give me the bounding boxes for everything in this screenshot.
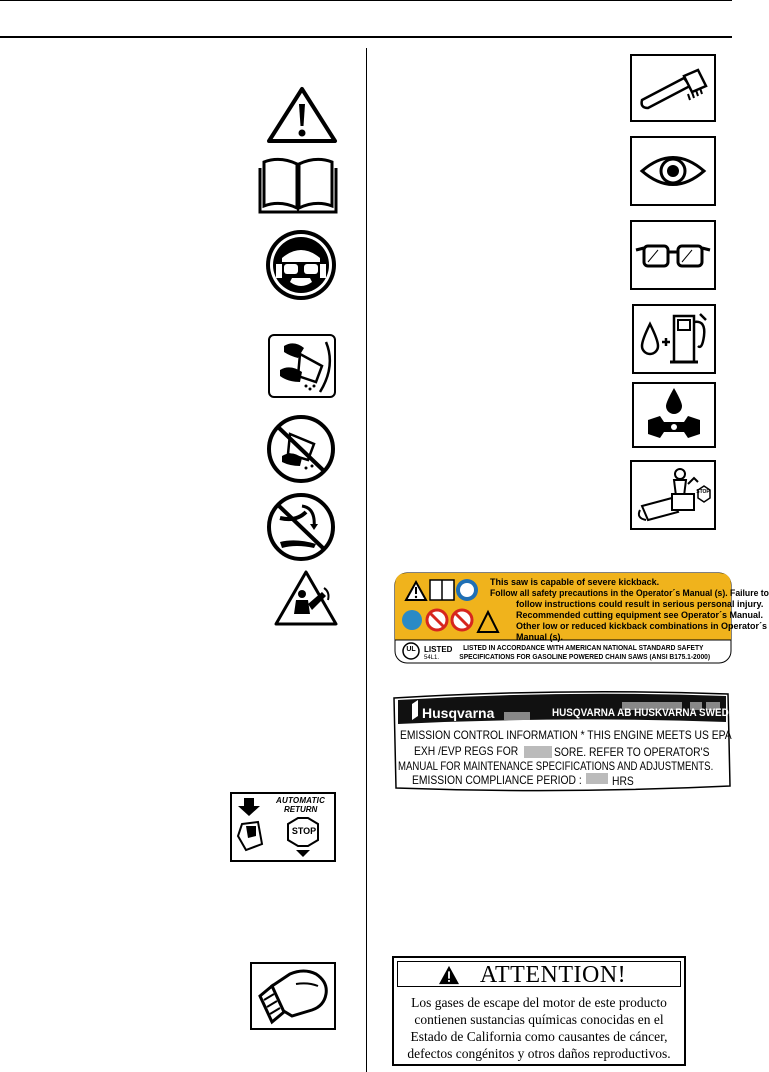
kickback-line: Other low or reduced kickback combinations in Operator´s [516,621,768,631]
eye-icon [630,136,716,206]
no-kickback-tip-contact-icon [266,492,336,562]
kickback-line: follow instructions could result in serious personal injury. [516,599,764,609]
brush-icon [630,54,716,122]
emission-control-label [392,690,743,790]
kickback-footer [446,644,726,662]
return-label: RETURN [284,805,318,814]
header-rule [0,36,732,38]
two-hands-icon [268,334,336,398]
ul-mark: UL [406,646,416,653]
emission-line-2b: SORE. REFER TO OPERATOR'S [554,745,710,759]
kickback-warning-label [394,572,769,664]
listed-text: LISTED [424,645,453,654]
protective-gear-icon [264,228,338,302]
attention-warning-box [392,956,686,1066]
stop-label: STOP [291,826,317,836]
chain-oil-icon [632,382,716,448]
starting-procedure-icon [630,460,716,530]
column-divider [366,48,367,1072]
automatic-label: AUTOMATIC [276,796,326,805]
protective-glove-icon [250,962,336,1030]
emission-line-4a: EMISSION COMPLIANCE PERIOD : [412,773,582,787]
emission-line-2a: EXH /EVP REGS FOR [414,744,519,758]
kickback-line: Manual (s). [516,632,564,642]
kickback-warning-icon [274,570,338,626]
attention-line: Los gases de escape del motor de este producto [411,995,667,1010]
read-manual-icon [258,154,338,216]
top-rule [0,0,732,1]
emission-line-4b: HRS [612,774,634,788]
fuel-mix-icon [632,304,716,374]
attention-line: contienen sustancias químicas conocidas en el [414,1012,664,1027]
attention-line: Estado de California como causantes de cáncer, [410,1029,668,1044]
husqvarna-brand: Husqvarna [422,705,495,721]
warning-triangle-icon [266,86,338,144]
kickback-line: Recommended cutting equipment see Operator´s Manual. [516,610,764,620]
attention-heading [397,961,681,987]
kickback-line: Follow all safety precautions in the Operator´s Manual (s). Failure to [490,588,769,598]
attention-heading-text: ATTENTION! [479,962,627,988]
attention-body [398,994,680,1062]
stop-small-label: STOP [696,489,710,495]
automatic-return-chain-brake-icon [230,792,336,862]
emission-line-1: EMISSION CONTROL INFORMATION * THIS ENGINE MEETS US EPA [400,728,732,742]
husqvarna-company: HUSQVARNA AB HUSKVARNA SWEDEN [552,707,743,719]
no-one-hand-icon [266,414,336,484]
kickback-line: This saw is capable of severe kickback. [490,577,660,587]
kickback-footer-line: LISTED IN ACCORDANCE WITH AMERICAN NATIONAL STANDARD SAFETY [463,645,704,652]
listed-code: 54L1. [424,655,440,661]
kickback-footer-line: SPECIFICATIONS FOR GASOLINE POWERED CHAIN SAWS (ANSI B175.1-2000) [459,654,711,661]
kickback-label-text [490,577,769,643]
emission-line-3: MANUAL FOR MAINTENANCE SPECIFICATIONS AND ADJUSTMENTS. [398,759,714,773]
attention-line: defectos congénitos y otros daños reproductivos. [407,1046,671,1061]
safety-glasses-icon [630,220,716,290]
